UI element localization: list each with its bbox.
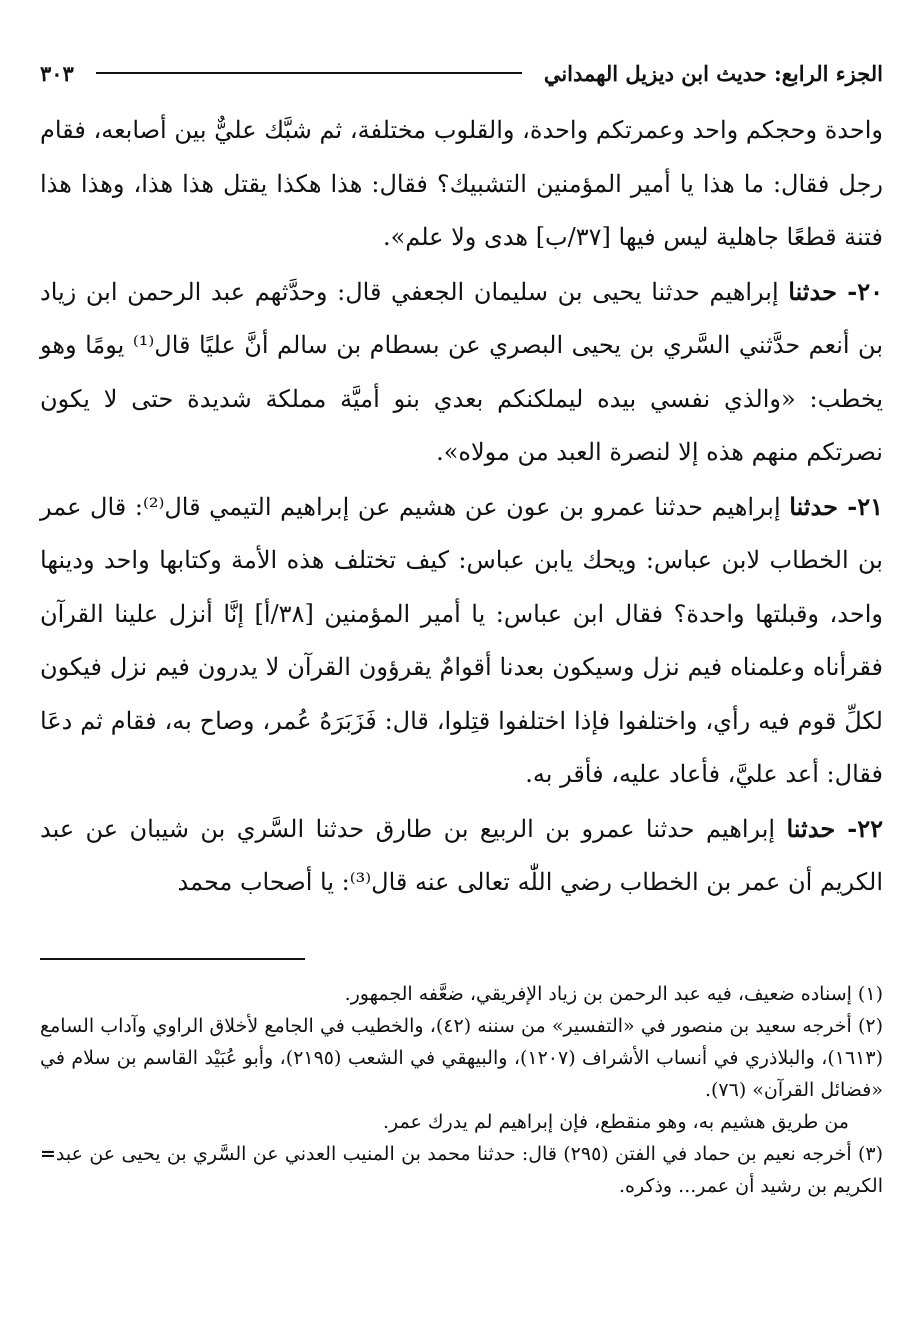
hadith-21-number: ٢١- حدثنا [789, 491, 883, 521]
running-header [40, 50, 883, 96]
header-rule [96, 72, 522, 74]
footnotes [40, 978, 883, 1202]
footnote-2-note: من طريق هشيم به، وهو منقطع، فإن إبراهيم لم يدرك عمر. [382, 1110, 849, 1133]
hadith-22-text: إبراهيم حدثنا عمرو بن الربيع بن طارق حدثنا السَّري بن شيبان عن عبد الكريم أن عمر بن الخطاب رضي اللّٰه تعالى عنه قال⁽³⁾: يا أصحاب محمد [40, 814, 883, 896]
book-page [40, 50, 883, 1314]
page-number: ٣٠٣ [40, 60, 74, 86]
hadith-21-text: إبراهيم حدثنا عمرو بن عون عن هشيم عن إبراهيم التيمي قال⁽²⁾: قال عمر بن الخطاب لابن عباس: ويحك يابن عباس: كيف تختلف هذه الأمة وكتابها واحد ودينها واحد، وقبلتها واحدة؟ فقال ابن عباس: يا أمير المؤمنين [٣٨/أ] إنَّا أنزل علينا القرآن فقرأناه وعلمناه فيم نزل وسيكون بعدنا أقوامٌ يقرؤون القرآن لا يدرون فيم نزل فيكون لكلِّ قوم فيه رأي، واختلفوا فإذا اختلفوا قتِلوا، قال: فَزَبَرَهُ عُمر، وصاح به، فقام ثم دعَا فقال: أعد عليَّ، فأعاد عليه، فأقر به. [40, 492, 883, 788]
paragraph-continuation: واحدة وحجكم واحد وعمرتكم واحدة، والقلوب مختلفة، ثم شبَّك عليٌّ بين أصابعه، فقام رجل فقال: ما هذا يا أمير المؤمنين التشبيك؟ فقال: هذا هكذا يقتل هذا هذا، وهذا هذا فتنة قطعًا جاهلية ليس فيها [٣٧/ب] هدى ولا علم». [40, 116, 883, 251]
header-title: الجزء الرابع: حديث ابن ديزيل الهمداني [543, 60, 883, 86]
continuation-mark: = [40, 1142, 56, 1165]
hadith-22 [40, 802, 883, 910]
hadith-22-number: ٢٢- حدثنا [786, 813, 883, 843]
hadith-20-number: ٢٠- حدثنا [788, 276, 884, 306]
footnote-3: (٣) أخرجه نعيم بن حماد في الفتن (٢٩٥) قال: حدثنا محمد بن المنيب العدني عن السَّري بن يحيى عن عبد الكريم بن رشيد أن عمر... وذكره. [55, 1142, 883, 1197]
footnote-1: (١) إسناده ضعيف، فيه عبد الرحمن بن زياد الإفريقي، ضعَّفه الجمهور. [344, 982, 883, 1005]
hadith-21 [40, 480, 883, 802]
footnote-3-row [40, 1138, 883, 1202]
footnote-separator [40, 958, 305, 960]
footnote-2: (٢) أخرجه سعيد بن منصور في «التفسير» من سننه (٤٢)، والخطيب في الجامع لأخلاق الراوي وآداب السامع (١٦١٣)، والبلاذري في أنساب الأشراف (١٢٠٧)، والبيهقي في الشعب (٢١٩٥)، وأبو عُبَيْد القاسم بن سلام في «فضائل القرآن» (٧٦). [40, 1014, 883, 1101]
hadith-20-text: إبراهيم حدثنا يحيى بن سليمان الجعفي قال: وحدَّثهم عبد الرحمن ابن زياد بن أنعم حدَّثني السَّري بن يحيى البصري عن بسطام بن سالم أنَّ عليًا قال⁽¹⁾ يومًا وهو يخطب: «والذي نفسي بيده ليملكنكم بعدي بنو أميَّة مملكة شديدة حتى لا يكون نصرتكم منهم هذه إلا لنصرة العبد من مولاه». [40, 277, 883, 466]
hadith-20 [40, 265, 883, 480]
main-text [40, 104, 883, 910]
